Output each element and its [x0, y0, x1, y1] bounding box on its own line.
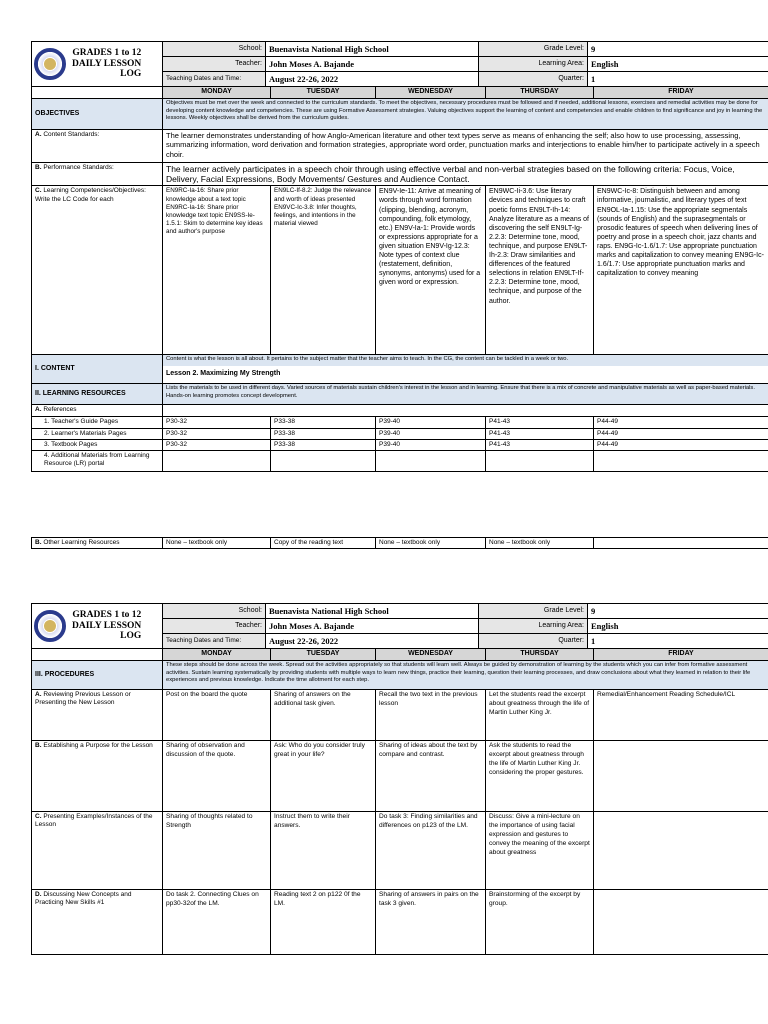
quarter-value: 1: [588, 72, 768, 87]
dates-value-2: August 22-26, 2022: [266, 634, 479, 649]
form-title-2: GRADES 1 to 12 DAILY LESSON LOG: [72, 609, 142, 642]
content-standards-text: The learner demonstrates understanding of how Anglo-American literature and other text types serve as means of enhancing the self; also how to use processing, assessing, summarizing information, word derivation and formation strategies, appropriate word order, punctuation marks and interjections to enable him/her to participate actively in a speech choir.: [163, 130, 768, 163]
other-monday: None – textbook only: [163, 537, 271, 548]
performance-standards-text: The learner actively participates in a speech choir through using effective verbal and non-verbal strategies based on the following criteria: Focus, Voice, Delivery, Facial Expressions, Body Movements/ Gestures and Audience Contact.: [163, 163, 768, 186]
deped-seal-icon: [34, 610, 66, 642]
competencies-label: C. Learning Competencies/Objectives: Write the LC Code for each: [32, 186, 163, 355]
references-label: A. References: [32, 405, 163, 417]
lm-monday: P30-32: [163, 428, 271, 439]
day-thursday-2: THURSDAY: [486, 649, 594, 661]
deped-seal-icon: [34, 48, 66, 80]
day-friday-2: FRIDAY: [594, 649, 768, 661]
resources-label: II. LEARNING RESOURCES: [32, 384, 163, 405]
lr-portal-label: 4. Additional Materials from Learning Resource (LR) portal: [32, 450, 163, 471]
lm-thursday: P41-43: [486, 428, 594, 439]
procedure-c-friday: [594, 812, 768, 890]
content-label: I. CONTENT: [32, 355, 163, 384]
tg-thursday: P41-43: [486, 417, 594, 428]
procedures-table: [31, 648, 768, 955]
teacher-label: Teacher:: [163, 57, 266, 72]
lr-tuesday: [271, 450, 376, 471]
lesson-title: Lesson 2. Maximizing My Strength: [166, 369, 281, 377]
procedure-a-label: A. Reviewing Previous Lesson or Presenting the New Lesson: [32, 690, 163, 741]
lm-pages-label: 2. Learner's Materials Pages: [32, 428, 163, 439]
procedure-d-tuesday: Reading text 2 on p122 0f the LM.: [271, 890, 376, 955]
area-value-2: English: [588, 619, 768, 634]
dates-label: Teaching Dates and Time:: [163, 72, 266, 87]
objectives-label: OBJECTIVES: [32, 99, 163, 130]
form-title: GRADES 1 to 12 DAILY LESSON LOG: [72, 47, 142, 80]
procedure-a-friday: Remedial/Enhancement Reading Schedule/ICL: [594, 690, 768, 741]
grade-value-2: 9: [588, 604, 768, 619]
competency-thursday: EN9WC-Ii-3.6: Use literary devices and techniques to craft poetic forms EN9LT-Ih-14: Analyze literature as a means of discovering the self EN9LT-Ig-2.2.3: Determine tone, mood, technique, and purpose EN9LT-Ih-2.3: Draw similarities and differences of the featured selections in relation EN9LT-If-2.2.3: Determine tone, mood, technique, and purpose of the author.: [486, 186, 594, 355]
competency-monday: EN9RC-Ia-16: Share prior knowledge about a text topic EN9RC-Ia-16: Share prior knowledge text topic EN9SS-Ie-1.5.1: Skim to determine key ideas and author's purpose: [163, 186, 271, 355]
deped-seal-cell: [32, 42, 163, 87]
content-standards-label: A. Content Standards:: [32, 130, 163, 163]
area-value: English: [588, 57, 768, 72]
quarter-label-2: Quarter:: [479, 634, 588, 649]
grade-label-2: Grade Level:: [479, 604, 588, 619]
procedure-a-monday: Post on the board the quote: [163, 690, 271, 741]
school-label-2: School:: [163, 604, 266, 619]
procedure-d-label: D. Discussing New Concepts and Practicing New Skills #1: [32, 890, 163, 955]
tg-friday: P44-49: [594, 417, 768, 428]
procedure-a-wednesday: Recall the two text in the previous lesson: [376, 690, 486, 741]
competency-wednesday: EN9V-Ie-11: Arrive at meaning of words through word formation (clipping, blending, acronym, compounding, folk etymology, etc.) EN9V-Ia-1: Provide words or expressions appropriate for a given situation EN9V-Ig-12.3: Note types of context clue (restatement, definition, synonyms, antonyms) used for a given word or expression.: [376, 186, 486, 355]
procedure-a-tuesday: Sharing of answers on the additional task given.: [271, 690, 376, 741]
procedure-b-friday: [594, 741, 768, 812]
tg-tuesday: P33-38: [271, 417, 376, 428]
lm-wednesday: P39-40: [376, 428, 486, 439]
resources-note: Lists the materials to be used in different days. Varied sources of materials sustain children's interest in the lesson and in learning. Ensure that there is a mix of concrete and manipulative materials as well as paper-based materials. Hands-on learning promotes concept development.: [163, 384, 768, 405]
other-resources-label: B. Other Learning Resources: [32, 537, 163, 548]
textbook-tuesday: P33-38: [271, 439, 376, 450]
day-monday-2: MONDAY: [163, 649, 271, 661]
objectives-note: Objectives must be met over the week and connected to the curriculum standards. To meet the objectives, necessary procedures must be followed and if needed, additional lessons, exercises and remedial activities may be done for developing content knowledge and competencies. These are using Formative Assessment strategies. Valuing objectives support the learning of content and competencies and enable children to find significance and joy in learning the lessons. Weekly objectives shall be derived from the curriculum guides.: [163, 99, 768, 130]
day-tuesday-2: TUESDAY: [271, 649, 376, 661]
competency-friday: EN9WC-Ic-8: Distinguish between and among informative, journalistic, and literary types of text EN9OL-Ia-1.15: Use the appropriate segmentals (sounds of English) and the suprasegmentals or prosodic features of speech when delivering lines of poetry and prose in a speech choir, jazz chants and raps. EN9G-Ic-1.6/1.7: Use appropriate punctuation marks and capitalization to convey meaning EN9G-Ic-1.6/1.7: Use appropriate punctuation marks and capitalization to convey meaning: [594, 186, 768, 355]
day-monday: MONDAY: [163, 87, 271, 99]
dates-label-2: Teaching Dates and Time:: [163, 634, 266, 649]
procedure-c-wednesday: Do task 3: Finding similarities and differences on p123 of the LM.: [376, 812, 486, 890]
day-friday: FRIDAY: [594, 87, 768, 99]
content-note: Content is what the lesson is all about. It pertains to the subject matter that the teacher aims to teach. In the CG, the content can be tackled in a week or two.: [163, 355, 768, 366]
other-tuesday: Copy of the reading text: [271, 537, 376, 548]
area-label: Learning Area:: [479, 57, 588, 72]
procedure-d-wednesday: Sharing of answers in pairs on the task 3 given.: [376, 890, 486, 955]
lm-friday: P44-49: [594, 428, 768, 439]
deped-seal-cell-2: [32, 604, 163, 649]
procedures-note: These steps should be done across the week. Spread out the activities appropriately so that students will learn well. Always be guided by demonstration of learning by the students which you can infer from formative assessment activities. Sustain learning systematically by providing students with multiple ways to learn new things, practice their learning, question their learning processes, and draw conclusions about what they learned in relation to their life experiences and previous knowledge. Indicate the time allotment for each step.: [163, 661, 768, 690]
lm-tuesday: P33-38: [271, 428, 376, 439]
procedure-c-label: C. Presenting Examples/Instances of the Lesson: [32, 812, 163, 890]
procedure-b-monday: Sharing of observation and discussion of the quote.: [163, 741, 271, 812]
dll-page-1: [31, 41, 768, 549]
other-thursday: None – textbook only: [486, 537, 594, 548]
procedure-b-thursday: Ask the students to read the excerpt about greatness through the life of Martin Luther King Jr. considering the proper gestures.: [486, 741, 594, 812]
tg-wednesday: P39-40: [376, 417, 486, 428]
day-thursday: THURSDAY: [486, 87, 594, 99]
procedure-c-tuesday: Instruct them to write their answers.: [271, 812, 376, 890]
quarter-value-2: 1: [588, 634, 768, 649]
teacher-label-2: Teacher:: [163, 619, 266, 634]
procedure-d-thursday: Brainstorming of the excerpt by group.: [486, 890, 594, 955]
lr-wednesday: [376, 450, 486, 471]
school-value: Buenavista National High School: [266, 42, 479, 57]
school-label: School:: [163, 42, 266, 57]
textbook-thursday: P41-43: [486, 439, 594, 450]
textbook-monday: P30-32: [163, 439, 271, 450]
procedures-label: III. PROCEDURES: [32, 661, 163, 690]
lr-thursday: [486, 450, 594, 471]
procedure-d-monday: Do task 2. Connecting Clues on pp30-32of the LM.: [163, 890, 271, 955]
teacher-value: John Moses A. Bajande: [266, 57, 479, 72]
procedure-c-monday: Sharing of thoughts related to Strength: [163, 812, 271, 890]
lr-monday: [163, 450, 271, 471]
day-wednesday-2: WEDNESDAY: [376, 649, 486, 661]
performance-standards-label: B. Performance Standards:: [32, 163, 163, 186]
procedure-a-thursday: Let the students read the excerpt about greatness through the life of Martin Luther King Jr.: [486, 690, 594, 741]
other-wednesday: None – textbook only: [376, 537, 486, 548]
textbook-friday: P44-49: [594, 439, 768, 450]
dates-value: August 22-26, 2022: [266, 72, 479, 87]
objectives-table: [31, 86, 768, 472]
quarter-label: Quarter:: [479, 72, 588, 87]
teacher-value-2: John Moses A. Bajande: [266, 619, 479, 634]
grade-label: Grade Level:: [479, 42, 588, 57]
textbook-wednesday: P39-40: [376, 439, 486, 450]
procedure-b-tuesday: Ask: Who do you consider truly great in your life?: [271, 741, 376, 812]
header-table-2: [31, 603, 768, 649]
day-wednesday: WEDNESDAY: [376, 87, 486, 99]
day-tuesday: TUESDAY: [271, 87, 376, 99]
area-label-2: Learning Area:: [479, 619, 588, 634]
procedure-b-wednesday: Sharing of ideas about the text by compare and contrast.: [376, 741, 486, 812]
procedure-d-friday: [594, 890, 768, 955]
grade-value: 9: [588, 42, 768, 57]
competency-tuesday: EN9LC-If-8.2: Judge the relevance and worth of ideas presented EN9VC-Ic-3.8: Infer thoughts, feelings, and intentions in the material viewed: [271, 186, 376, 355]
other-resources-table: [31, 537, 768, 549]
textbook-pages-label: 3. Textbook Pages: [32, 439, 163, 450]
header-table-1: [31, 41, 768, 87]
tg-pages-label: 1. Teacher's Guide Pages: [32, 417, 163, 428]
tg-monday: P30-32: [163, 417, 271, 428]
lr-friday: [594, 450, 768, 471]
other-friday: [594, 537, 768, 548]
procedure-c-thursday: Discuss: Give a mini-lecture on the importance of using facial expression and gestures to convey the meaning of the excerpt about greatness: [486, 812, 594, 890]
procedure-b-label: B. Establishing a Purpose for the Lesson: [32, 741, 163, 812]
school-value-2: Buenavista National High School: [266, 604, 479, 619]
dll-page-2: [31, 603, 768, 955]
